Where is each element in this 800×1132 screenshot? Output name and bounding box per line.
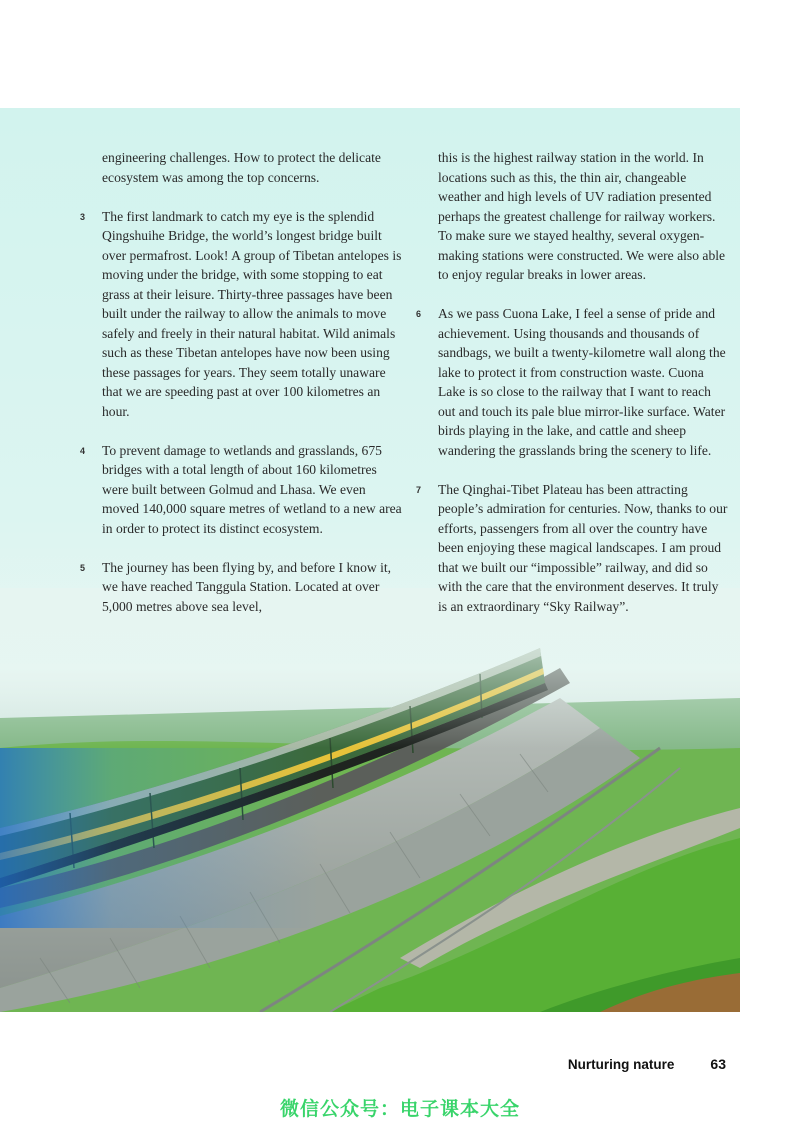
paragraph-6 <box>416 304 728 460</box>
paragraph-number: 5 <box>80 562 86 573</box>
paragraph-number: 6 <box>416 309 422 319</box>
page-footer <box>568 1056 726 1072</box>
paragraph-number: 3 <box>80 211 86 222</box>
paragraph-5 <box>80 558 402 617</box>
paragraph-text: To prevent damage to wetlands and grasslands, 675 bridges with a total length of about 160 kilometres were built between Golmud and Lhasa. We even moved 140,000 square metres of wetland to a new area in order to protect its distinct ecosystem. <box>102 442 402 536</box>
paragraph-number: 7 <box>416 484 422 495</box>
continuation-text: this is the highest railway station in the world. In locations such as this, the thin air, changeable weather and high levels of UV radiation presented perhaps the greatest challenge for railway workers. To make sure we stayed healthy, several oxygen-making stations were constructed. We were also able to enjoy regular breaks in lower areas. <box>438 150 726 282</box>
right-column <box>416 148 728 636</box>
watermark-text: 微信公众号：电子课本大全 <box>279 1098 520 1120</box>
page-number: 63 <box>710 1056 726 1072</box>
paragraph-number: 4 <box>80 445 86 456</box>
continuation-text: engineering challenges. How to protect the delicate ecosystem was among the top concerns. <box>102 150 381 185</box>
section-title: Nurturing nature <box>567 1057 675 1072</box>
paragraph-text: As we pass Cuona Lake, I feel a sense of pride and achievement. Using thousands and thousands of sandbags, we built a twenty-kilometre wall along the lake to protect it from construction waste. Cuona Lake is so close to the railway that I want to reach out and touch its pale blue mirror-like surface. Water birds playing in the lake, and cattle and sheep wandering the grasslands bring the scenery to life. <box>438 306 726 458</box>
paragraph-text: The first landmark to catch my eye is the splendid Qingshuihe Bridge, the world’s longest bridge built over permafrost. Look! A group of Tibetan antelopes is moving under the bridge, with some stopping to eat grass at their leisure. Thirty-three passages have been built under the railway to allow the animals to move safely and freely in their natural habitat. Wild animals such as these Tibetan antelopes have now been using these passages for years. They seem totally unaware that we are speeding past at over 100 kilometres an hour. <box>102 208 402 419</box>
paragraph-text: The journey has been flying by, and before I know it, we have reached Tanggula Station. Located at over 5,000 metres above sea level, <box>102 559 392 614</box>
paragraph-7 <box>416 480 728 617</box>
left-column <box>80 148 402 636</box>
page-panel <box>0 108 740 1012</box>
paragraph-3 <box>80 207 402 422</box>
paragraph-4 <box>80 441 402 539</box>
paragraph-text: The Qinghai-Tibet Plateau has been attracting people’s admiration for centuries. Now, thanks to our efforts, passengers from all over the country have been enjoying these magical landscapes. I am proud that we built our “impossible” railway, and did so with the care that the environment deserves. It truly is an extraordinary “Sky Railway”. <box>438 481 728 614</box>
